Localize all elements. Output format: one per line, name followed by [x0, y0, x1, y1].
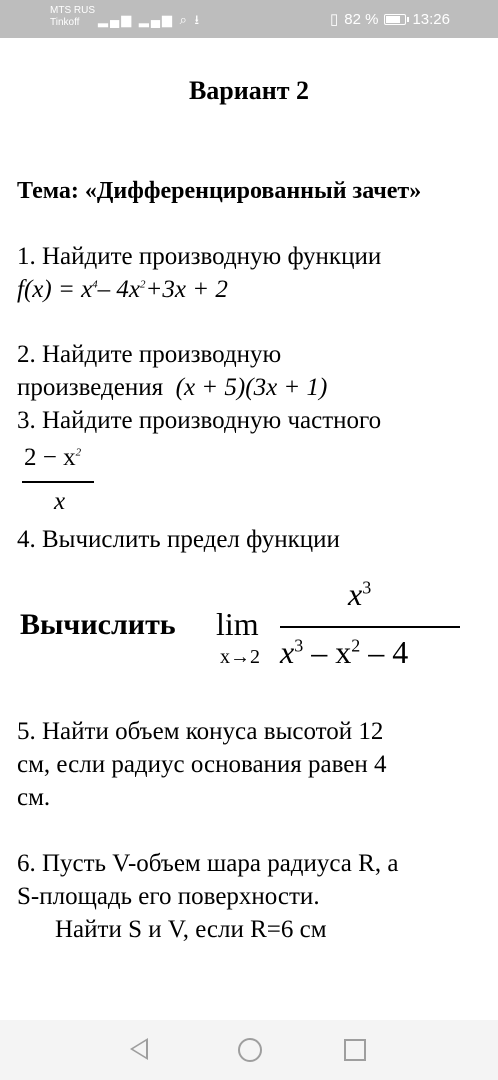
battery-percent: 82 % [344, 10, 379, 28]
clock: 13:26 [412, 10, 450, 28]
battery-icon [384, 14, 406, 25]
limit-word: Вычислить [20, 608, 176, 641]
home-icon[interactable] [238, 1038, 262, 1062]
topic-heading: Тема: «Дифференцированный зачет» [17, 178, 422, 204]
task5-line2: см, если радиус основания равен 4 [17, 751, 387, 778]
navigation-bar [0, 1020, 498, 1080]
limit-lim: lim [216, 606, 259, 642]
fraction-bar [280, 626, 460, 628]
vibrate-icon: ▯ [329, 11, 339, 28]
task3-denominator: x [54, 488, 66, 515]
task2-text-b: произведения (x + 5)(3x + 1) [17, 374, 328, 401]
task5-line3: см. [17, 784, 51, 811]
task2-text: 2. Найдите производную [17, 341, 282, 368]
task6-line2: S-площадь его поверхности. [17, 883, 320, 910]
page-title: Вариант 2 [188, 76, 310, 105]
document-image [0, 38, 498, 1020]
task1-formula: $f(x) = x^4-$ $4x^2+3x + 2$ [17, 276, 228, 303]
task6-line3: Найти S и V, если R=6 см [55, 916, 327, 943]
limit-subscript: x→2 [220, 646, 260, 668]
task2-formula: (x + 5)(3x + 1) [175, 374, 328, 401]
status-right [330, 10, 450, 28]
task6-line1: 6. Пусть V-объем шара радиуса R, а [17, 850, 399, 877]
carrier-label: MTS RUS Tinkoff [50, 5, 95, 28]
recent-apps-icon[interactable] [344, 1039, 366, 1061]
task1-text: 1. Найдите производную функции [17, 243, 382, 270]
limit-formula [18, 576, 468, 686]
signal-icon: ▂▄▆ ▂▄▆ ⌕ ⭳ [98, 12, 202, 27]
task4-text: 4. Вычислить предел функции [17, 526, 340, 553]
limit-numerator: $x^3$ [348, 576, 372, 612]
task5-line1: 5. Найти объем конуса высотой 12 [17, 718, 384, 745]
limit-denominator: $x^3 - x^2 - 4$ [280, 634, 409, 670]
status-bar [0, 0, 498, 38]
task3-numerator: $2 - x^2$ [24, 444, 82, 471]
fraction-bar [22, 481, 94, 483]
task3-text: 3. Найдите производную частного [17, 407, 382, 434]
back-icon[interactable] [130, 1038, 148, 1060]
